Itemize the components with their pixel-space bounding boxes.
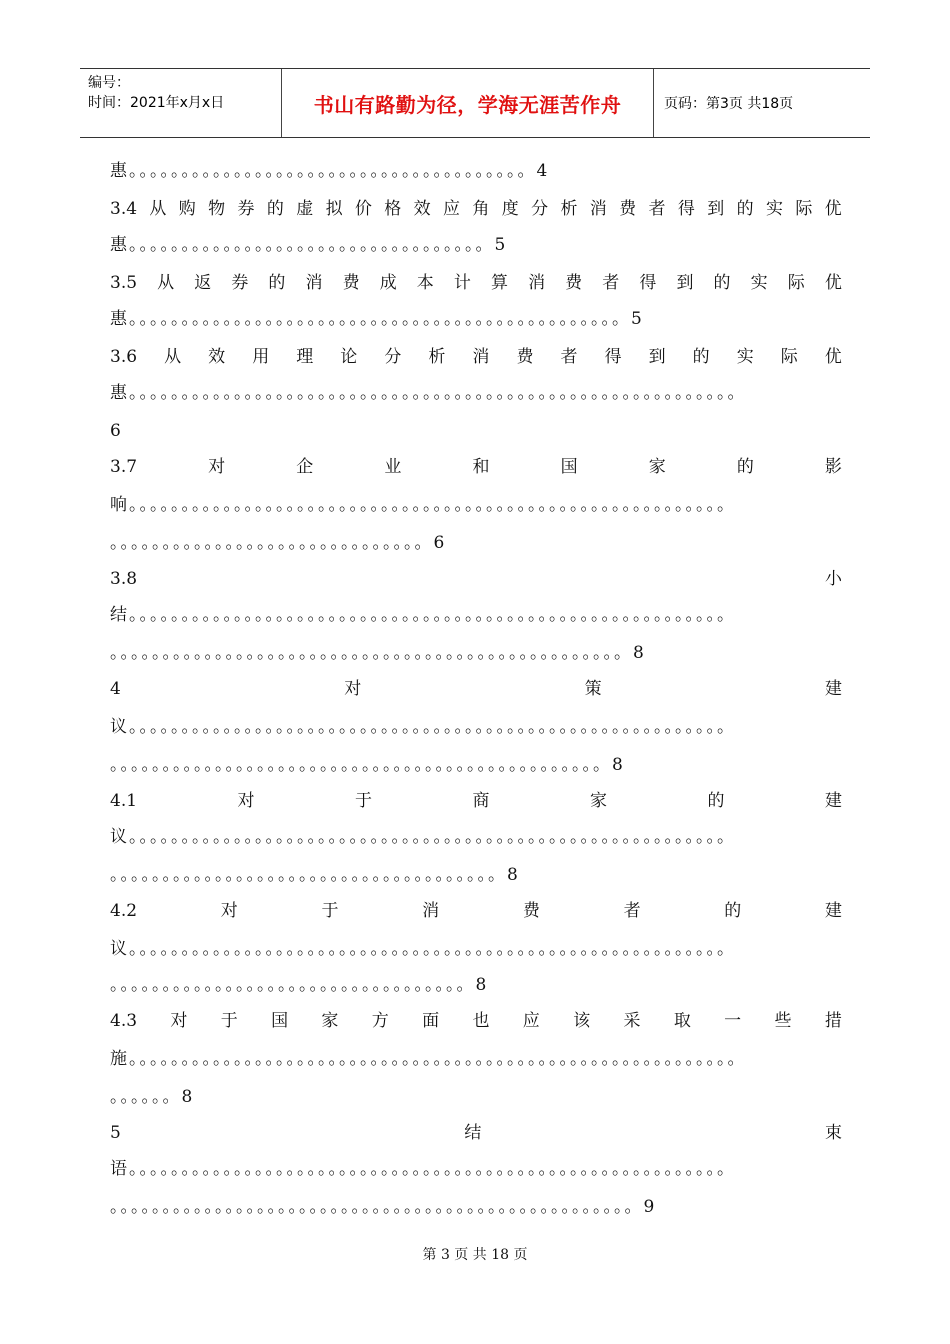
toc-word: 角 [472, 199, 490, 219]
toc-line-10: 响。。。。。。。。。。。。。。。。。。。。。。。。。。。。。。。。。。。。。。。。。。。。。。。。。。。。。。。。。 [110, 495, 736, 515]
toc-word: 到 [648, 347, 666, 367]
toc-word: 成 [379, 273, 397, 293]
toc-word: 3.7 [110, 457, 138, 477]
toc-word: 的 [268, 273, 286, 293]
toc-word: 从 [164, 347, 182, 367]
toc-line-8: 6 [110, 421, 121, 441]
toc-word: 国 [560, 457, 578, 477]
toc-word: 券 [237, 199, 255, 219]
toc-word: 消 [528, 273, 546, 293]
toc-word: 消 [472, 347, 490, 367]
toc-word: 从 [149, 199, 167, 219]
toc-word: 3.4 [110, 199, 138, 219]
toc-word: 者 [623, 901, 641, 921]
toc-word: 到 [707, 199, 725, 219]
toc-word: 费 [565, 273, 583, 293]
toc-word: 采 [623, 1011, 641, 1031]
toc-word: 消 [589, 199, 607, 219]
toc-word: 者 [560, 347, 578, 367]
toc-word: 措 [824, 1011, 842, 1031]
toc-word: 理 [296, 347, 314, 367]
toc-word: 实 [750, 273, 768, 293]
toc-word: 于 [355, 791, 373, 811]
page-header [80, 68, 870, 138]
toc-line-13: 结。。。。。。。。。。。。。。。。。。。。。。。。。。。。。。。。。。。。。。。。。。。。。。。。。。。。。。。。。 [110, 605, 736, 625]
toc-word: 3.6 [110, 347, 138, 367]
toc-line-14: 。。。。。。。。。。。。。。。。。。。。。。。。。。。。。。。。。。。。。。。。。。。。。。。。。8 [110, 643, 646, 663]
toc-word: 取 [673, 1011, 691, 1031]
toc-word: 际 [787, 273, 805, 293]
toc-word: 4 [110, 679, 121, 699]
toc-line-23: 。。。。。。。。。。。。。。。。。。。。。。。。。。。。。。。。。。8 [110, 975, 489, 995]
header-page-label: 页码：第3页 共18页 [664, 96, 794, 112]
toc-word: 计 [453, 273, 471, 293]
toc-word: 本 [416, 273, 434, 293]
toc-word: 实 [765, 199, 783, 219]
number-label: 编号： [88, 75, 130, 91]
toc-word: 优 [824, 347, 842, 367]
toc-word: 策 [584, 679, 602, 699]
toc-word: 建 [825, 679, 842, 699]
toc-line-7: 惠。。。。。。。。。。。。。。。。。。。。。。。。。。。。。。。。。。。。。。。。。。。。。。。。。。。。。。。。。。 [110, 383, 747, 403]
toc-line-24 [110, 1008, 842, 1034]
toc-word: 得 [677, 199, 695, 219]
toc-word: 的 [724, 901, 742, 921]
toc-word: 者 [602, 273, 620, 293]
toc-word: 虚 [296, 199, 314, 219]
toc-line-2 [110, 196, 842, 222]
toc-line-3: 惠。。。。。。。。。。。。。。。。。。。。。。。。。。。。。。。。。。5 [110, 235, 508, 255]
toc-word: 结 [464, 1123, 482, 1143]
toc-word: 建 [824, 791, 842, 811]
toc-word: 4.2 [110, 901, 138, 921]
toc-word: 际 [795, 199, 813, 219]
toc-word: 费 [619, 199, 637, 219]
toc-word: 应 [522, 1011, 540, 1031]
toc-word: 该 [573, 1011, 591, 1031]
toc-word: 于 [220, 1011, 238, 1031]
toc-word: 国 [271, 1011, 289, 1031]
toc-word: 家 [648, 457, 666, 477]
toc-line-18 [110, 788, 842, 814]
toc-line-25: 施。。。。。。。。。。。。。。。。。。。。。。。。。。。。。。。。。。。。。。。。。。。。。。。。。。。。。。。。。。 [110, 1049, 747, 1069]
toc-word: 格 [384, 199, 402, 219]
toc-word: 际 [780, 347, 798, 367]
toc-line-16: 议。。。。。。。。。。。。。。。。。。。。。。。。。。。。。。。。。。。。。。。。。。。。。。。。。。。。。。。。。 [110, 717, 736, 737]
toc-word: 效 [208, 347, 226, 367]
toc-word: 一 [724, 1011, 742, 1031]
toc-line-21 [110, 898, 842, 924]
toc-word: 也 [472, 1011, 490, 1031]
toc-word: 面 [422, 1011, 440, 1031]
toc-word: 实 [736, 347, 754, 367]
toc-word: 3.8 [110, 569, 138, 589]
toc-word: 些 [774, 1011, 792, 1031]
toc-word: 析 [428, 347, 446, 367]
toc-line-4 [110, 270, 842, 296]
toc-word: 对 [220, 901, 238, 921]
toc-word: 拟 [325, 199, 343, 219]
toc-line-9 [110, 454, 842, 480]
toc-word: 建 [824, 901, 842, 921]
toc-word: 业 [384, 457, 402, 477]
toc-line-29: 。。。。。。。。。。。。。。。。。。。。。。。。。。。。。。。。。。。。。。。。。。。。。。。。。。9 [110, 1197, 657, 1217]
toc-word: 的 [707, 791, 725, 811]
toc-word: 费 [522, 901, 540, 921]
toc-word: 购 [178, 199, 196, 219]
toc-word: 家 [589, 791, 607, 811]
toc-word: 4.3 [110, 1011, 138, 1031]
toc-word: 券 [231, 273, 249, 293]
toc-line-17: 。。。。。。。。。。。。。。。。。。。。。。。。。。。。。。。。。。。。。。。。。。。。。。。8 [110, 755, 625, 775]
toc-word: 对 [344, 679, 362, 699]
header-meta [80, 69, 282, 137]
toc-word: 家 [321, 1011, 339, 1031]
time-label: 时间：2021年x月x日 [88, 95, 225, 111]
toc-word: 影 [824, 457, 842, 477]
toc-line-15 [110, 676, 842, 702]
toc-word: 4.1 [110, 791, 138, 811]
toc-word: 度 [501, 199, 519, 219]
toc-word: 3.5 [110, 273, 138, 293]
toc-line-20: 。。。。。。。。。。。。。。。。。。。。。。。。。。。。。。。。。。。。。8 [110, 865, 520, 885]
toc-line-22: 议。。。。。。。。。。。。。。。。。。。。。。。。。。。。。。。。。。。。。。。。。。。。。。。。。。。。。。。。。 [110, 939, 736, 959]
toc-word: 效 [413, 199, 431, 219]
toc-line-28: 语。。。。。。。。。。。。。。。。。。。。。。。。。。。。。。。。。。。。。。。。。。。。。。。。。。。。。。。。。 [110, 1159, 736, 1179]
toc-word: 商 [472, 791, 490, 811]
toc-word: 消 [305, 273, 323, 293]
toc-word: 费 [342, 273, 360, 293]
toc-word: 对 [170, 1011, 188, 1031]
toc-word: 方 [371, 1011, 389, 1031]
toc-word: 返 [194, 273, 212, 293]
toc-word: 的 [713, 273, 731, 293]
toc-word: 对 [208, 457, 226, 477]
toc-word: 于 [321, 901, 339, 921]
toc-word: 的 [736, 199, 754, 219]
toc-word: 消 [422, 901, 440, 921]
toc-word: 从 [157, 273, 175, 293]
toc-word: 小 [825, 569, 842, 589]
page-footer: 第 3 页 共 18 页 [422, 1247, 528, 1263]
toc-word: 价 [354, 199, 372, 219]
toc-line-5: 惠。。。。。。。。。。。。。。。。。。。。。。。。。。。。。。。。。。。。。。。。。。。。。。。5 [110, 309, 644, 329]
toc-line-11: 。。。。。。。。。。。。。。。。。。。。。。。。。。。。。。6 [110, 533, 447, 553]
toc-word: 优 [824, 199, 842, 219]
header-motto: 书山有路勤为径，学海无涯苦作舟 [282, 69, 654, 137]
toc-word: 分 [531, 199, 549, 219]
toc-word: 到 [676, 273, 694, 293]
toc-word: 者 [648, 199, 666, 219]
toc-word: 对 [237, 791, 255, 811]
toc-word: 优 [824, 273, 842, 293]
toc-word: 束 [824, 1123, 842, 1143]
toc-word: 算 [490, 273, 508, 293]
toc-line-6 [110, 344, 842, 370]
toc-word: 的 [692, 347, 710, 367]
toc-word: 5 [110, 1123, 121, 1143]
toc-line-12 [110, 566, 842, 592]
toc-line-1: 惠。。。。。。。。。。。。。。。。。。。。。。。。。。。。。。。。。。。。。。4 [110, 161, 550, 181]
toc-word: 分 [384, 347, 402, 367]
toc-word: 得 [604, 347, 622, 367]
toc-word: 得 [639, 273, 657, 293]
toc-word: 和 [472, 457, 490, 477]
toc-word: 应 [443, 199, 460, 219]
toc-word: 的 [736, 457, 754, 477]
toc-line-26: 。。。。。。8 [110, 1087, 195, 1107]
toc-word: 物 [208, 199, 226, 219]
toc-word: 企 [296, 457, 314, 477]
toc-word: 费 [516, 347, 534, 367]
toc-word: 的 [266, 199, 284, 219]
toc-word: 论 [340, 347, 358, 367]
toc-line-27 [110, 1120, 842, 1146]
toc-word: 用 [252, 347, 270, 367]
toc-line-19: 议。。。。。。。。。。。。。。。。。。。。。。。。。。。。。。。。。。。。。。。。。。。。。。。。。。。。。。。。。 [110, 827, 736, 847]
toc-word: 析 [560, 199, 578, 219]
